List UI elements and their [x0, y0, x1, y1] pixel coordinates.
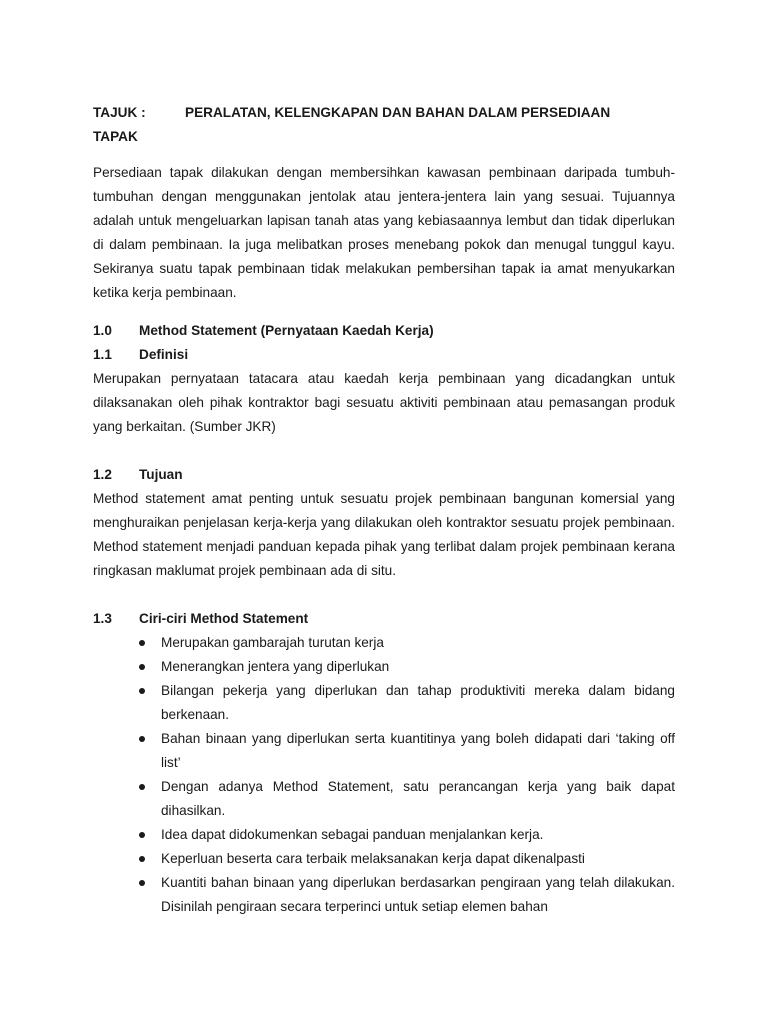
- definition-paragraph: Merupakan pernyataan tatacara atau kaedah kerja pembinaan yang dicadangkan untuk dilaksanakan oleh pihak kontraktor bagi sesuatu aktiviti pembinaan atau pemasangan produk yang berkaitan. (Sumber JKR): [93, 371, 675, 434]
- list-item: [93, 871, 675, 919]
- section-number: 1.1: [93, 347, 112, 362]
- list-item: [93, 847, 675, 871]
- list-item-text: Kuantiti bahan binaan yang diperlukan berdasarkan pengiraan yang telah dilakukan. Disinilah pengiraan secara terperinci untuk setiap elemen bahan: [161, 875, 675, 914]
- list-item-text: Keperluan beserta cara terbaik melaksanakan kerja dapat dikenalpasti: [161, 851, 585, 866]
- section-number: 1.2: [93, 467, 112, 482]
- list-item-text: Bilangan pekerja yang diperlukan dan tahap produktiviti mereka dalam bidang berkenaan.: [161, 683, 675, 722]
- bullet-icon: [139, 736, 145, 742]
- bullet-icon: [139, 832, 145, 838]
- characteristics-list: [93, 631, 675, 919]
- purpose-paragraph: Method statement amat penting untuk sesuatu projek pembinaan bangunan komersial yang menghuraikan penjelasan kerja-kerja yang dilakukan oleh kontraktor sesuatu projek pembinaan. Method statement menjadi panduan kepada pihak yang terlibat dalam projek pembinaan kerana ringkasan maklumat projek pembinaan ada di situ.: [93, 491, 675, 578]
- list-item-text: Merupakan gambarajah turutan kerja: [161, 635, 384, 650]
- bullet-icon: [139, 640, 145, 646]
- list-item: [93, 679, 675, 727]
- list-item-text: Dengan adanya Method Statement, satu perancangan kerja yang baik dapat dihasilkan.: [161, 779, 675, 818]
- section-heading-1-1: [93, 343, 675, 367]
- section-title: Tujuan: [139, 467, 183, 482]
- list-item: [93, 655, 675, 679]
- section-number: 1.0: [93, 323, 112, 338]
- section-number: 1.3: [93, 611, 112, 626]
- bullet-icon: [139, 784, 145, 790]
- section-title: Method Statement (Pernyataan Kaedah Kerja): [139, 323, 434, 338]
- section-title: Definisi: [139, 347, 189, 362]
- bullet-icon: [139, 880, 145, 886]
- section-heading-1-2: [93, 463, 675, 487]
- bullet-icon: [139, 688, 145, 694]
- section-heading-1-0: [93, 319, 675, 343]
- list-item-text: Idea dapat didokumenkan sebagai panduan menjalankan kerja.: [161, 827, 544, 842]
- document-body: [93, 101, 675, 919]
- bullet-icon: [139, 664, 145, 670]
- title-label: TAJUK :: [93, 105, 146, 120]
- list-item-text: Bahan binaan yang diperlukan serta kuantitinya yang boleh didapati dari ‘taking off list’: [161, 731, 675, 770]
- list-item-text: Menerangkan jentera yang diperlukan: [161, 659, 390, 674]
- list-item: [93, 823, 675, 847]
- section-title: Ciri-ciri Method Statement: [139, 611, 309, 626]
- list-item: [93, 631, 675, 655]
- section-heading-1-3: [93, 607, 675, 631]
- title-continuation: TAPAK: [93, 129, 138, 144]
- list-item: [93, 775, 675, 823]
- list-item: [93, 727, 675, 775]
- intro-paragraph: Persediaan tapak dilakukan dengan membersihkan kawasan pembinaan daripada tumbuh-tumbuhan dengan menggunakan jentolak atau jentera-jentera lain yang sesuai. Tujuannya adalah untuk mengeluarkan lapisan tanah atas yang kebiasaannya lembut dan tidak diperlukan di dalam pembinaan. Ia juga melibatkan proses menebang pokok dan menugal tunggul kayu. Sekiranya suatu tapak pembinaan tidak melakukan pembersihan tapak ia amat menyukarkan ketika kerja pembinaan.: [93, 165, 675, 300]
- bullet-icon: [139, 856, 145, 862]
- document-title: [93, 101, 675, 125]
- title-text: PERALATAN, KELENGKAPAN DAN BAHAN DALAM PERSEDIAAN: [185, 105, 611, 120]
